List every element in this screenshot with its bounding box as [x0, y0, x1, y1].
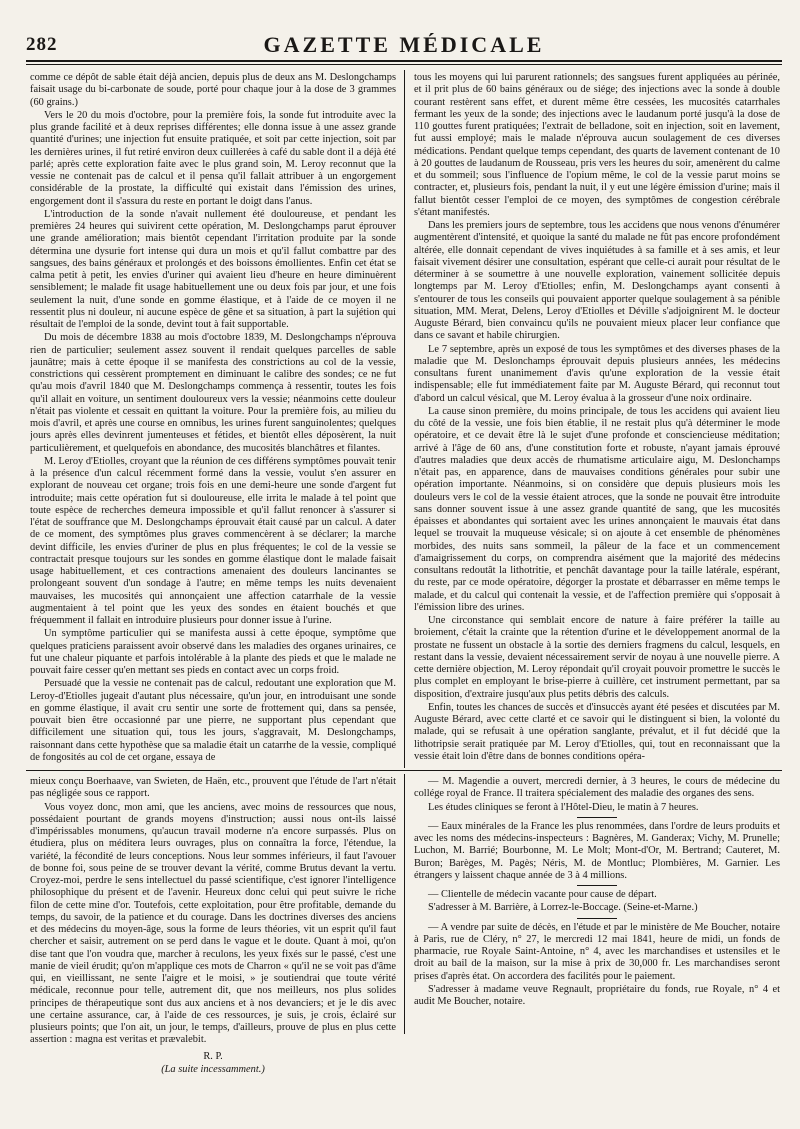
article-paragraph: Persuadé que la vessie ne contenait pas de calcul, redoutant une exploration que M. Leroy-d'Etiolles jugeait d'autant plus nécessaire, qu'un jour, en introduisant une sonde en gomme élastique, il avait cru sentir une sorte de frottement qui, dans sa pensée, pouvait bien être occasionné par une pierre, ne supportant plus cependant que difficilement une situation qui, tous les jours, s'aggravait, M. Deslongchamps, raisonnant dans cette hypothèse que sa maladie était un catarrhe de la vessie, compliqué de fongosités au col de cet organe, essaya de	[30, 678, 396, 763]
signature: R. P.	[203, 1050, 223, 1062]
article-left-column	[30, 72, 396, 766]
article-paragraph: L'introduction de la sonde n'avait nullement été douloureuse, et pendant les premières 24 heures qui suivirent cette opération, M. Deslongchamps parut éprouver une grande amélioration; mais bientôt cependant l'irritation produite par la sonde détermina une dysurie fort intense qui dura un mois et qu'il fallut combattre par des sangsues, des bains généraux et prolongés et des boissons émollientes. Enfin cet état se calma petit à petit, les envies d'uriner qui avaient lieu d'heure en heure diminuèrent sensiblement; le malade fit usage habituellement une ou deux fois par jour, et une fois seulement la nuit, d'une sonde en gomme élastique, et à l'aide de ce moyen il ne ressentit plus ni douleur, ni aucune espèce de gêne et sa situation, à part la sujétion qui résultait de l'emploi de la sonde, devint tout à fait supportable.	[30, 208, 396, 330]
article-paragraph: M. Leroy d'Etiolles, croyant que la réunion de ces différens symptômes pouvait tenir à la présence d'un calcul récemment formé dans la vessie, voulut s'en assurer en explorant de nouveau cet organe; trois fois en une demi-heure une sonde d'argent fut introduite; mais cette opération fut si douloureuse, elle irrita le malade à tel point que toute espèce de recherches demeura impossible et qu'il fallut renoncer à s'assurer si l'état de souffrance que M. Deslongchamps éprouvait était causé par un calcul. A dater de ce moment, des symptômes plus graves commencèrent à se déclarer; la marche devint difficile, les envies d'uriner de plus en plus fréquentes; le col de la vessie se contractait presque toujours sur les sondes en gomme élastique dont le malade faisait usage habituellement, et ces contractions amenaient des douleurs lancinantes se prolongeant souvent d'un sondage à l'autre; en même temps les nuits devenaient mauvaises, les mucosités qui annonçaient une affection catarrhale de la vessie augmentaient à tel point que les yeux des sondes en étaient bouchés et que fréquemment il fallait en introduire plusieurs pour donner issue à l'urine.	[30, 455, 396, 626]
news-separator	[577, 918, 617, 919]
feuilleton-rule	[26, 770, 782, 771]
news-item: S'adresser à M. Barrière, à Lorrez-le-Boccage. (Seine-et-Marne.)	[428, 902, 698, 914]
news-item: S'adresser à madame veuve Regnault, propriétaire du fonds, rue Royale, n° 4 et audit Me Boucher, notaire.	[414, 983, 780, 1007]
article-paragraph: Du mois de décembre 1838 au mois d'octobre 1839, M. Deslongchamps n'éprouva rien de particulier; seulement assez souvent il rendait quelques parcelles de sable jaunâtre; mais à cette époque il se manifesta des constrictions au col de la vessie, constrictions qui cessèrent promptement en diminuant le calibre des sondes; ce ne fut qu'au mois d'avril 1840 que M. Deslongchamps commença à ressentir, toutes les fois qu'il allait en voiture, un sentiment douloureux vers la vessie; néanmoins cette douleur n'était pas violente et cessait en quittant la voiture. Pour la première fois, au milieu du mois d'avril, et après une course en omnibus, les urines furent sanguinolentes; quelques jours après elles devinrent jumenteuses et fétides, et bientôt elles déposèrent, la nuit particulièrement, et quelquefois en abondance, des mucosités blanchâtres et filantes.	[30, 332, 396, 454]
news-item: — Clientelle de médecin vacante pour cause de départ.	[428, 889, 657, 900]
news-item: — Eaux minérales de la France les plus renommées, dans l'ordre de leurs produits et avec les noms des médecins-inspecteurs : Bagnères, M. Ganderax; Vichy, M. Prunelle; Luchon, M. Barrié; Bourbonne, M. Le Molt; Mont-d'Or, M. Bertrand; Cauteret, M. Buron; Barèges, M. Pagès; Néris, M. de Montluc; Plombières, M. Garnier. Les étrangers y laissent chaque année de 3 à 4 millions.	[414, 820, 780, 881]
news-separator	[577, 885, 617, 886]
page-number: 282	[26, 34, 58, 55]
article-paragraph: Dans les premiers jours de septembre, tous les accidens que nous venons d'énumérer augmentèrent d'intensité, et quoique la santé du malade ne fût pas encore profondément altérée, elle donnait cependant de vives inquiétudes à sa famille et à ses amis, et leur faisait vivement désirer une consultation, espérant que celle-ci aurait pour résultat de le déterminer à se soumettre à une nouvelle exploration, vainement sollicitée depuis longtemps par M. Leroy d'Etiolles; enfin, M. Deslongchamps ayant consenti à s'entourer de tous les conseils qui pouvaient apporter quelque soulagement à sa pénible situation, MM. Merat, Delens, Leroy d'Etiolles et Déville s'adjoignirent M. le docteur Auguste Bérard, bien convaincu qu'ils ne pouvaient mieux placer leur confiance que dans ce savant et habile chirurgien.	[414, 220, 780, 342]
news-item: — M. Magendie a ouvert, mercredi dernier, à 3 heures, le cours de médecine du collége royal de France. Il traitera spécialement des maladie des organes des sens.	[414, 776, 780, 800]
column-divider-bottom	[404, 774, 405, 1034]
article-paragraph: tous les moyens qui lui parurent rationnels; des sangsues furent appliquées au périnée, et il prit plus de 60 bains généraux ou de siége; des injections avec la sonde à double courant restèrent sans effet, et durent même être cessées, les mucosités catarrhales fermant les yeux de la sonde; des injections avec le laudanum porté jusqu'à la dose de 110 gouttes furent pratiquées; l'extrait de belladone, soit en injection, soit en lavement, fut aussi employé; mais le malade n'éprouva aucun soulagement de ces diverses médications. Pendant quelque temps cependant, des quarts de lavement contenant de 10 à 20 gouttes de laudanum de Rousseau, pris vers les heures du soir, amenèrent du calme et du sommeil; sous l'influence de l'opium même, le col de la vessie parut moins se contracter, et, plusieurs fois, pendant la nuit, il y eut une légère émission d'urine; mais il fallut bientôt cesser l'emploi de ce moyen, des symptômes de congestion cérébrale s'étant manifestés.	[414, 72, 780, 218]
feuilleton-column	[30, 776, 396, 1108]
article-paragraph: La cause sinon première, du moins principale, de tous les accidens qui avaient lieu du côté de la vessie, une fois bien établie, il ne restait plus qu'à déterminer le mode opératoire, et ce devait être là le sujet d'une profonde et consciencieuse méditation; arrivé à l'âge de 60 ans, d'une constitution forte et robuste, n'ayant jamais éprouvé d'autres maladies que deux accès de rhumatisme articulaire aigu, M. Deslonchamps n'était pas, en apparence, dans de mauvaises conditions générales pour subir une opération importante. Néanmoins, si on considère que depuis plusieurs mois les douleurs vers le col de la vessie étaient atroces, que la sonde ne pouvait être introduite sans donner souvent issue à une assez grande quantité de sang, que les mucosités épaisses et abondantes qui sortaient avec les urines annonçaient le mauvais état dans lequel se trouvait la muqueuse vésicale; si on ajoute à cet ensemble de phénomènes morbides, des nuits sans sommeil, la pâleur de la face et un commencement d'amaigrissement du corps, on comprendra aisément que la majorité des médecins consultans redoutât la lithotritie, et penchât davantage pour la taille latérale, espérant, du reste, par ce mode opératoire, dégorger la prostate et débarrasser en même temps le malade, et du calcul qui contenait la vessie, et de l'affection première qui s'opposait à l'émission libre des urines.	[414, 405, 780, 613]
article-paragraph: Enfin, toutes les chances de succès et d'insuccès ayant été pesées et discutées par M. Auguste Bérard, avec cette clarté et ce savoir qui le distinguent si bien, la volonté du malade, qui se refusait à une opération sanglante, prévalut, et il fut décidé que la lithotripsie serait pratiquée par M. Leroy d'Etiolles, qui, tout en reconnaissant que la vessie était loin d'être dans de bonnes conditions opéra-	[414, 701, 780, 762]
header-rule-thin	[26, 64, 782, 65]
article-paragraph: Vers le 20 du mois d'octobre, pour la première fois, la sonde fut introduite avec la plus grande facilité et à deux reprises différentes; elle donna issue à une assez grande quantité d'urines; une injection fut ensuite pratiquée, et soit par cette injection, soit par les dernières urines, il fut retiré environ deux cuillerées à café du sable dont il a déjà été parlé; après cette exploration faite avec le plus grand soin, M. Leroy reconnut que la vessie ne contenait pas de calcul et il pensa qu'il fallait attribuer à un engorgement considérable de la prostate, la difficulté qui existait dans l'émission des urines, engorgement dont il s'assura du reste en portant le doigt dans l'anus.	[30, 109, 396, 207]
news-item: Les études cliniques se feront à l'Hôtel-Dieu, le matin à 7 heures.	[428, 801, 699, 813]
column-divider	[404, 70, 405, 768]
header-rule	[26, 60, 782, 62]
article-paragraph: Le 7 septembre, après un exposé de tous les symptômes et des diverses phases de la maladie que M. Deslonchamps éprouvait depuis plusieurs années, les médecins consultans furent unanimement d'avis qu'une exploration de la vessie était indispensable; elle fut immédiatement faite par M. Auguste Bérard, qui reconnut tout d'abord un calcul vésical, que M. Leroy évalua à la grosseur d'une noix ordinaire.	[414, 343, 780, 404]
page-header	[26, 24, 782, 64]
article-right-column	[414, 72, 780, 766]
news-column	[414, 776, 780, 1108]
news-item: — A vendre par suite de décès, en l'étude et par le ministère de Me Boucher, notaire à Paris, rue de Cléry, n° 27, le mercredi 12 mai 1841, heure de midi, un fonds de pharmacie, rue Royale Saint-Antoine, n° 4, avec les marchandises et ustensiles et le droit au bail de la maison, sur la mise à prix de 30,000 fr. Les marchandises seront prises d'après état. On accordera des facilités pour le paiement.	[414, 921, 780, 982]
feuilleton-paragraph: mieux conçu Boerhaave, van Swieten, de Haën, etc., prouvent que l'étude de l'art n'était pas négligée sous ce rapport.	[30, 776, 396, 800]
news-separator	[577, 817, 617, 818]
newspaper-page	[26, 14, 782, 1114]
continued-note: (La suite incessamment.)	[161, 1063, 265, 1075]
article-paragraph: comme ce dépôt de sable était déjà ancien, depuis plus de deux ans M. Deslongchamps faisait usage du bi-carbonate de soude, porté pour chaque jour à la dose de 3 grammes (60 grains.)	[30, 72, 396, 108]
feuilleton-paragraph: Vous voyez donc, mon ami, que les anciens, avec moins de ressources que nous, possédaient pourtant de grands moyens d'instruction; aussi nous ont-ils laissé d'impérissables monumens, qu'aucun travail moderne n'a encore surpassés. Plus on étudiera, plus on méditera leurs ouvrages, plus on connaîtra la force, l'étendue, la variété, la fécondité de leurs conceptions. Nous leur sommes inférieurs, il faut l'avouer de bonne foi, sous peine de se trouver devant la vérité, comme Brutus devant la vertu. Croyez-moi, perdre le sens intellectuel du passé scientifique, c'est ignorer l'intelligence philosophique du présent et de l'avenir. Heureux donc celui qui peut suivre le riche filon de cette mine d'or. Toutefois, cette exploitation, pour être profitable, demande du temps, du savoir, de la patience et du courage. Dans les doctrines diverses des anciens et des médecins du moyen-âge, sous la forme de leurs théories, vit un esprit qu'il faut chercher et saisir, autrement on se perd dans le vague et le doute. Quant à moi, qu'on dise tant que l'on voudra que, marcher à reculons, les yeux fixés sur le passé, c'est une manie de vieil érudit; qu'on m'applique ces mots de Charron « qu'il ne se voit pas d'âme qui, en vieillissant, ne sente l'aigre et le moisi, » je soutiendrai que toute vérité médicale, reconnue pour telle, autrement dit, que nos meilleurs, nos plus solides principes de thérapeutique sont dus aux anciens et à nos devanciers; et je le dis avec une certaine assurance, car, à l'aide de ces ressources, je suis, je crois, éclairé sur plusieurs points; que l'on ait, un jour, le temps, d'ailleurs, prouve de plus en plus cette assertion : magna est veritas et prævalebit.	[30, 801, 396, 1046]
article-paragraph: Une circonstance qui semblait encore de nature à faire préférer la taille au broiement, c'était la crainte que la rétention d'urine et le développement anormal de la prostate ne fussent un obstacle à la sortie des derniers fragmens du calcul, lesquels, en restant dans la vessie, devaient nécessairement servir de noyau à une nouvelle pierre. A cette dernière objection, M. Leroy répondait qu'il croyait pouvoir promettre le succès le plus complet en employant le brise-pierre à cuillère, cet instrument permettant, par sa disposition, d'extraire jusqu'aux plus petits débris des calculs.	[414, 615, 780, 700]
article-paragraph: Un symptôme particulier qui se manifesta aussi à cette époque, symptôme que quelques praticiens paraissent avoir observé dans les maladies des organes urinaires, ce fut une chaleur piquante et parfois intolérable à la plante des pieds et que le malade ne pouvait faire cesser qu'en mettant ses pieds en contact avec un corps froid.	[30, 628, 396, 676]
masthead-title: GAZETTE MÉDICALE	[263, 32, 545, 57]
